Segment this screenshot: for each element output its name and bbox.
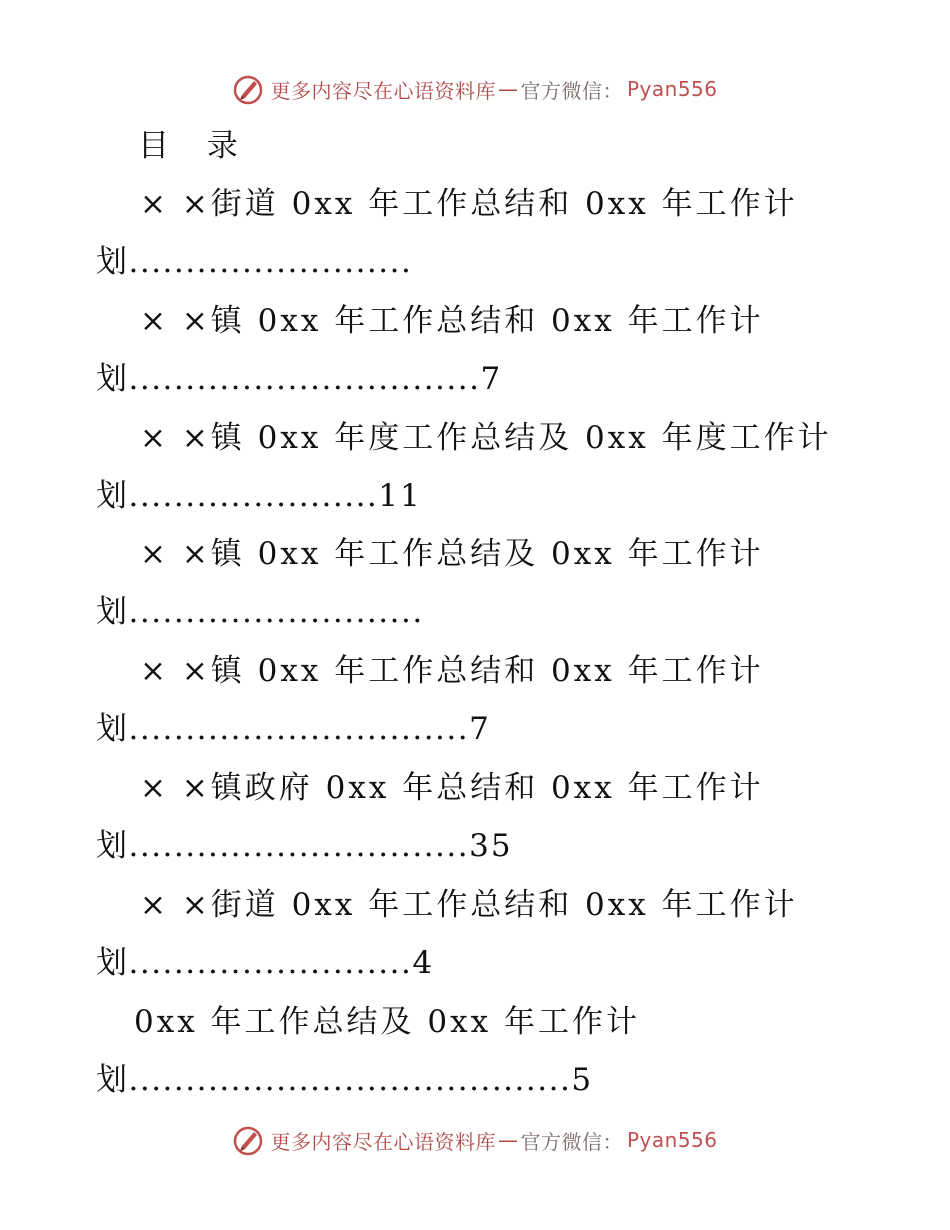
pen-logo-icon — [232, 1124, 264, 1156]
toc-entry-cont: 划 — [96, 244, 129, 280]
toc-entry-page: 5 — [571, 1062, 594, 1098]
toc-entry-leader — [96, 359, 502, 399]
watermark-brand: 更多内容尽在心语资料库 — [270, 78, 496, 103]
toc-entry-leader — [96, 826, 513, 866]
toc-entry-leader — [96, 592, 424, 632]
toc-entry-leader — [96, 476, 422, 516]
toc-entry-page: 7 — [469, 711, 491, 747]
toc-entry-page: 35 — [469, 828, 513, 864]
toc-entry-title: × ×镇政府 0xx 年总结和 0xx 年工作计 — [140, 770, 764, 806]
watermark-id: Pyan556 — [626, 77, 718, 101]
toc-entry-cont: 划 — [96, 361, 129, 397]
watermark-separator: — — [497, 1128, 519, 1152]
toc-entry-cont: 划 — [96, 1062, 129, 1098]
toc-entry-title: × ×镇 0xx 年工作总结和 0xx 年工作计 — [140, 303, 764, 339]
toc-entry-page: 4 — [412, 945, 435, 981]
toc-entry-dots: ......................... — [128, 945, 413, 981]
toc-entry-leader — [96, 943, 434, 983]
watermark-separator: — — [497, 77, 519, 101]
toc-entry-title: × ×街道 0xx 年工作总结和 0xx 年工作计 — [140, 186, 798, 222]
toc-entry-dots: ....................................... — [128, 1062, 572, 1098]
toc-entry-page: 11 — [378, 478, 422, 514]
watermark-id: Pyan556 — [626, 1128, 718, 1152]
toc-entry-title: × ×镇 0xx 年工作总结及 0xx 年工作计 — [140, 536, 764, 572]
toc-entry-dots: ......................... — [128, 244, 413, 280]
toc-entry-title: 0xx 年工作总结及 0xx 年工作计 — [134, 1004, 640, 1040]
toc-entry-dots: ............................... — [128, 361, 481, 397]
toc-entry-page: 7 — [480, 361, 503, 397]
toc-entry-cont: 划 — [96, 945, 129, 981]
header-watermark — [0, 71, 950, 107]
toc-entry-cont: 划 — [96, 478, 129, 514]
toc-entry-leader — [96, 1060, 593, 1100]
toc-entry-dots: .............................. — [128, 828, 470, 864]
toc-entry-cont: 划 — [96, 828, 129, 864]
toc-entry-title: × ×街道 0xx 年工作总结和 0xx 年工作计 — [140, 887, 798, 923]
toc-entry-cont: 划 — [96, 594, 129, 630]
footer-watermark — [0, 1122, 950, 1158]
toc-entry-leader — [96, 242, 412, 282]
watermark-brand: 更多内容尽在心语资料库 — [270, 1129, 496, 1154]
toc-entry-dots: ...................... — [128, 478, 379, 514]
pen-logo-icon — [232, 73, 264, 105]
toc-entry-dots: .......................... — [128, 594, 424, 630]
toc-entry-cont: 划 — [96, 711, 129, 747]
watermark-official: 官方微信： — [520, 1129, 623, 1154]
toc-entry-title: × ×镇 0xx 年工作总结和 0xx 年工作计 — [140, 653, 764, 689]
toc-title: 目 录 — [138, 128, 252, 164]
toc-entry-title: × ×镇 0xx 年度工作总结及 0xx 年度工作计 — [140, 420, 832, 456]
watermark-official: 官方微信： — [520, 78, 623, 103]
toc-entry-leader — [96, 709, 491, 749]
toc-entry-dots: .............................. — [128, 711, 470, 747]
